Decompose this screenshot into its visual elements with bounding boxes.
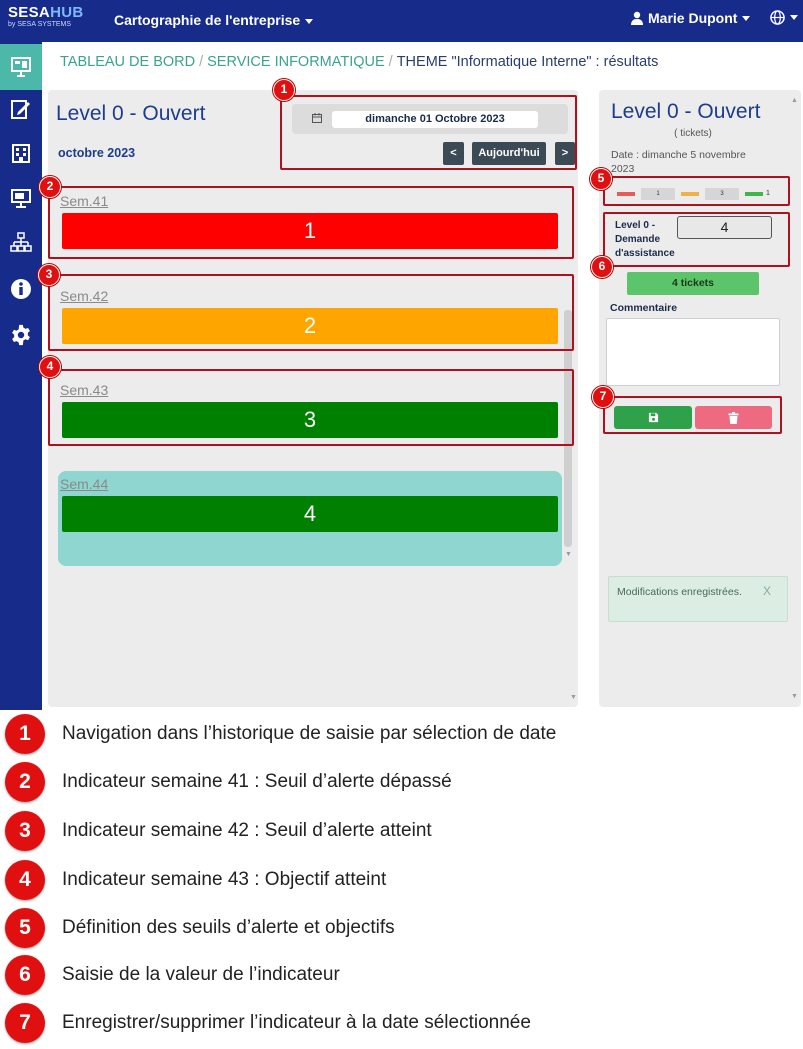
user-icon bbox=[630, 11, 644, 25]
sidebar-item-settings[interactable] bbox=[0, 312, 42, 358]
chevron-down-icon bbox=[305, 19, 313, 24]
gear-icon bbox=[10, 324, 32, 346]
sidebar-item-info[interactable] bbox=[0, 266, 42, 312]
breadcrumb-dashboard-link[interactable]: TABLEAU DE BORD bbox=[60, 54, 196, 70]
building-icon bbox=[10, 142, 32, 164]
legend-number-badge: 2 bbox=[5, 762, 45, 802]
logo-subtitle: by SESA SYSTEMS bbox=[8, 21, 72, 28]
scroll-down-arrow-icon[interactable]: ▼ bbox=[791, 693, 798, 700]
legend-item bbox=[0, 860, 803, 904]
legend-text: Indicateur semaine 41 : Seuil d’alerte dépassé bbox=[62, 771, 452, 792]
sidebar-item-edit[interactable] bbox=[0, 86, 42, 132]
annotation-marker-3: 3 bbox=[38, 264, 60, 286]
sidebar-item-presentation[interactable] bbox=[0, 175, 42, 221]
breadcrumb-separator: / bbox=[388, 54, 393, 70]
week-label[interactable]: Sem.42 bbox=[60, 288, 109, 304]
alert-threshold-value: 1 bbox=[641, 188, 675, 200]
toast-message: Modifications enregistrées. bbox=[617, 586, 742, 598]
success-toast bbox=[608, 576, 788, 622]
chevron-down-icon bbox=[790, 15, 798, 20]
legend-text: Indicateur semaine 43 : Objectif atteint bbox=[62, 869, 387, 890]
top-bar bbox=[0, 0, 803, 42]
date-input[interactable]: dimanche 01 Octobre 2023 bbox=[332, 111, 538, 128]
sidebar-item-dashboard[interactable] bbox=[0, 44, 42, 90]
week-label[interactable]: Sem.43 bbox=[60, 382, 109, 398]
scroll-down-arrow-icon[interactable]: ▼ bbox=[565, 551, 572, 558]
annotation-marker-1: 1 bbox=[273, 79, 295, 101]
week-label[interactable]: Sem.41 bbox=[60, 193, 109, 209]
legend-number-badge: 6 bbox=[5, 955, 45, 995]
language-menu[interactable] bbox=[770, 10, 798, 25]
legend-item bbox=[0, 1003, 803, 1047]
user-name: Marie Dupont bbox=[648, 10, 738, 26]
breadcrumb-current: THEME "Informatique Interne" : résultats bbox=[396, 54, 659, 70]
legend-text: Définition des seuils d’alerte et objectifs bbox=[62, 917, 395, 938]
logo[interactable] bbox=[8, 5, 88, 39]
legend-item bbox=[0, 908, 803, 952]
sidebar bbox=[0, 42, 42, 710]
week-41-indicator-bar[interactable]: 1 bbox=[62, 213, 558, 249]
week-44-row bbox=[60, 476, 562, 536]
sitemap-icon bbox=[10, 232, 32, 254]
sidebar-item-hierarchy[interactable] bbox=[0, 220, 42, 266]
legend-number-badge: 1 bbox=[5, 714, 45, 754]
objective-threshold-value: 1 bbox=[766, 190, 770, 197]
annotation-box-3 bbox=[48, 274, 574, 351]
annotation-box-4 bbox=[48, 369, 574, 446]
annotation-box-5 bbox=[603, 176, 790, 206]
company-map-menu[interactable] bbox=[114, 12, 313, 28]
comment-label: Commentaire bbox=[610, 302, 678, 314]
panel-title: Level 0 - Ouvert bbox=[56, 102, 206, 125]
annotation-marker-6: 6 bbox=[591, 256, 613, 278]
annotation-box-1 bbox=[280, 95, 577, 170]
annotation-marker-7: 7 bbox=[592, 386, 614, 408]
breadcrumb-separator: / bbox=[199, 54, 204, 70]
legend-text: Indicateur semaine 42 : Seuil d’alerte atteint bbox=[62, 820, 432, 841]
legend-number-badge: 5 bbox=[5, 908, 45, 948]
indicator-label: Level 0 - Demande d'assistance bbox=[615, 220, 675, 259]
today-button[interactable]: Aujourd'hui bbox=[472, 142, 546, 165]
toast-close-button[interactable]: X bbox=[763, 584, 772, 598]
legend-item bbox=[0, 811, 803, 855]
presentation-icon bbox=[10, 187, 32, 209]
legend-text: Enregistrer/supprimer l’indicateur à la date sélectionnée bbox=[62, 1012, 531, 1033]
legend-number-badge: 4 bbox=[5, 860, 45, 900]
comment-textarea[interactable] bbox=[606, 318, 780, 386]
breadcrumb bbox=[60, 54, 658, 70]
annotation-box-6 bbox=[603, 212, 790, 267]
legend-number-badge: 7 bbox=[5, 1003, 45, 1043]
legend-item bbox=[0, 762, 803, 806]
chevron-down-icon bbox=[742, 16, 750, 21]
detail-unit: ( tickets) bbox=[674, 128, 712, 139]
scroll-up-arrow-icon[interactable]: ▲ bbox=[791, 97, 798, 104]
logo-hub-text: HUB bbox=[50, 4, 84, 21]
next-button[interactable]: > bbox=[555, 142, 575, 165]
scroll-down-arrow-icon[interactable]: ▼ bbox=[570, 694, 577, 701]
legend-text: Navigation dans l’historique de saisie par sélection de date bbox=[62, 723, 557, 744]
week-42-indicator-bar[interactable]: 2 bbox=[62, 308, 558, 344]
panel-month: octobre 2023 bbox=[58, 146, 136, 160]
annotation-box-2 bbox=[48, 186, 574, 259]
legend-item bbox=[0, 714, 803, 758]
detail-date: Date : dimanche 5 novembre 2023 bbox=[611, 149, 746, 175]
legend-text: Saisie de la valeur de l’indicateur bbox=[62, 964, 340, 985]
legend-item bbox=[0, 955, 803, 999]
week-43-indicator-bar[interactable]: 3 bbox=[62, 402, 558, 438]
breadcrumb-service-link[interactable]: SERVICE INFORMATIQUE bbox=[207, 54, 385, 70]
previous-button[interactable]: < bbox=[443, 142, 464, 165]
sidebar-item-organization[interactable] bbox=[0, 130, 42, 176]
warning-threshold-value: 3 bbox=[705, 188, 739, 200]
tickets-count-badge[interactable]: 4 tickets bbox=[627, 272, 759, 295]
company-map-menu-label: Cartographie de l'entreprise bbox=[114, 12, 301, 28]
legend-number-badge: 3 bbox=[5, 811, 45, 851]
user-menu[interactable] bbox=[630, 10, 750, 26]
globe-icon bbox=[770, 10, 785, 25]
annotation-marker-5: 5 bbox=[590, 168, 612, 190]
logo-main-text: SESA bbox=[8, 4, 51, 21]
info-icon bbox=[10, 278, 32, 300]
edit-document-icon bbox=[10, 98, 32, 120]
annotation-box-7 bbox=[603, 396, 782, 434]
annotation-marker-4: 4 bbox=[39, 356, 61, 378]
indicator-value-input[interactable]: 4 bbox=[677, 216, 772, 239]
detail-title: Level 0 - Ouvert bbox=[611, 100, 761, 123]
dashboard-board-icon bbox=[10, 56, 32, 78]
week-label[interactable]: Sem.44 bbox=[60, 476, 109, 492]
week-44-indicator-bar[interactable]: 4 bbox=[62, 496, 558, 532]
annotation-marker-2: 2 bbox=[39, 176, 61, 198]
